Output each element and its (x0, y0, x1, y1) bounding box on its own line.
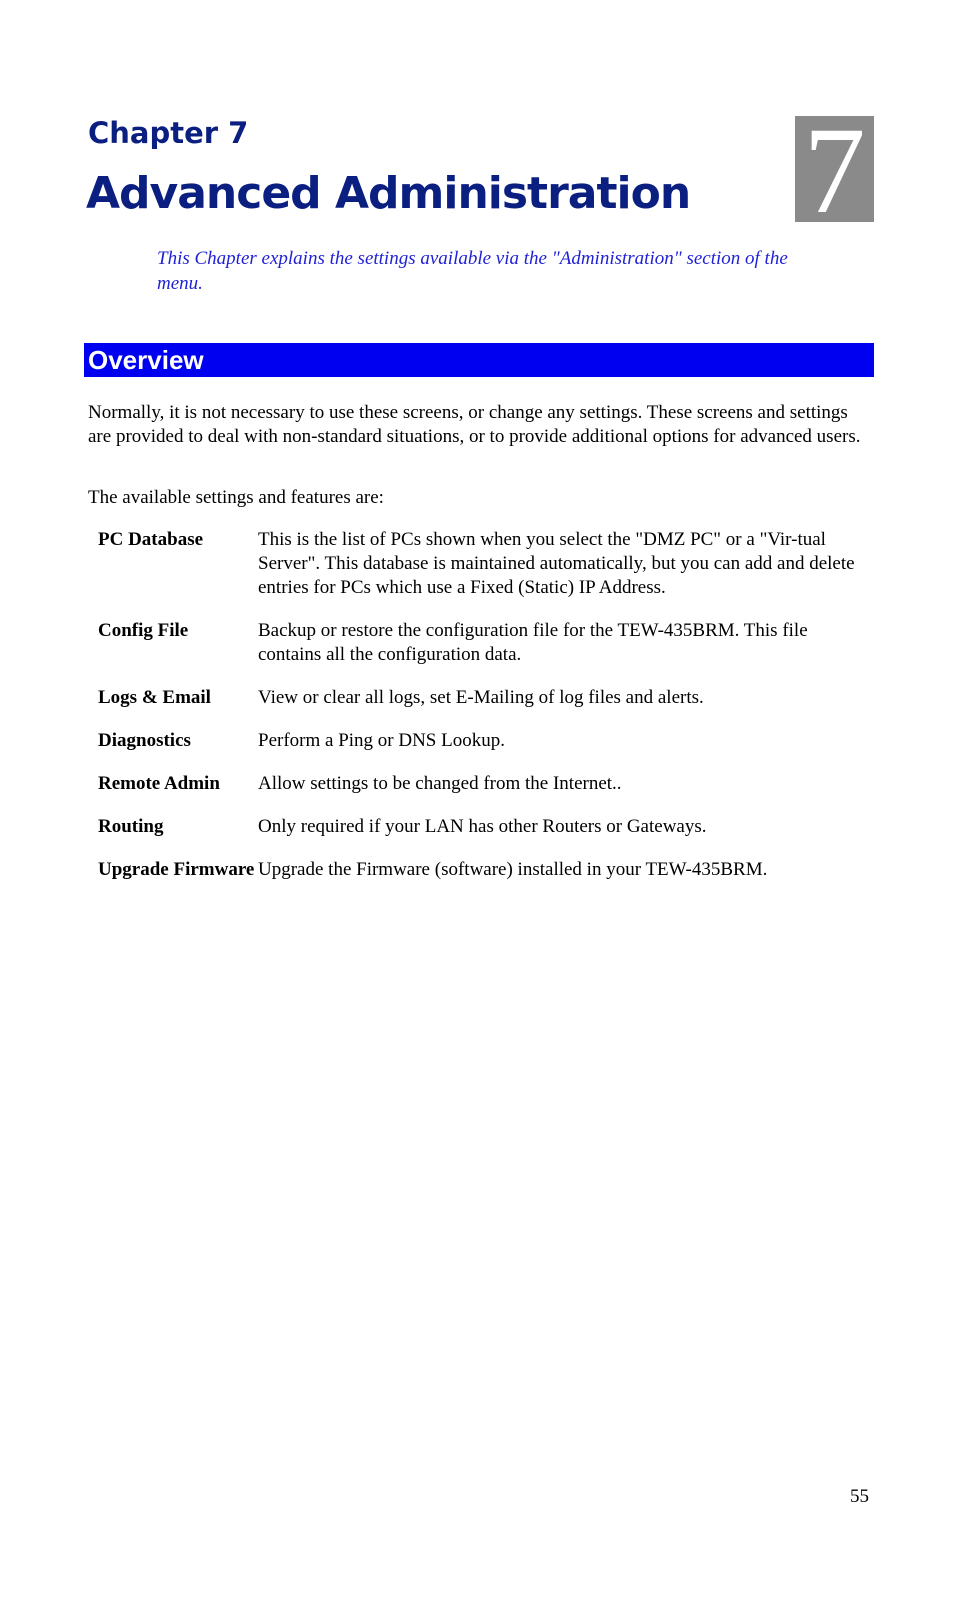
chapter-title: Advanced Administration (86, 168, 691, 219)
feature-description: Backup or restore the configuration file for the TEW-435BRM. This file contains all the configuration data. (258, 620, 808, 665)
feature-term: Upgrade Firmware (98, 859, 255, 880)
feature-list (98, 528, 868, 901)
feature-term: Remote Admin (98, 773, 220, 794)
feature-row-remote-admin (98, 772, 868, 796)
feature-description: This is the list of PCs shown when you select the "DMZ PC" or a "Vir-tual Server". This database is maintained automatically, but you can add and delete entries for PCs which use a Fixed (Static) IP Address. (258, 529, 855, 598)
feature-row-upgrade-firmware (98, 858, 868, 882)
chapter-intro: This Chapter explains the settings available via the "Administration" section of the menu. (157, 248, 788, 294)
chapter-number: 7 (803, 116, 866, 222)
feature-description: View or clear all logs, set E-Mailing of log files and alerts. (258, 687, 704, 708)
feature-row-diagnostics (98, 729, 868, 753)
feature-row-pc-database (98, 528, 868, 600)
features-intro-paragraph: The available settings and features are: (88, 487, 384, 508)
feature-term: PC Database (98, 529, 204, 550)
chapter-number-box (795, 116, 874, 222)
feature-row-logs-email (98, 686, 868, 710)
overview-paragraph: Normally, it is not necessary to use these screens, or change any settings. These screens and settings are provided to deal with non-standard situations, or to provide additional options for advanced users. (88, 402, 861, 447)
feature-description: Perform a Ping or DNS Lookup. (258, 730, 505, 751)
section-heading-bar (84, 343, 874, 377)
feature-term: Logs & Email (98, 687, 211, 708)
page-number: 55 (850, 1486, 869, 1507)
feature-term: Diagnostics (98, 730, 191, 751)
feature-row-config-file (98, 619, 868, 667)
feature-description: Only required if your LAN has other Routers or Gateways. (258, 816, 707, 837)
feature-description: Upgrade the Firmware (software) installed in your TEW-435BRM. (258, 859, 768, 880)
chapter-label: Chapter 7 (88, 116, 249, 150)
feature-row-routing (98, 815, 868, 839)
feature-description: Allow settings to be changed from the Internet.. (258, 773, 622, 794)
feature-term: Config File (98, 620, 189, 641)
feature-term: Routing (98, 816, 164, 837)
section-heading: Overview (88, 345, 204, 375)
